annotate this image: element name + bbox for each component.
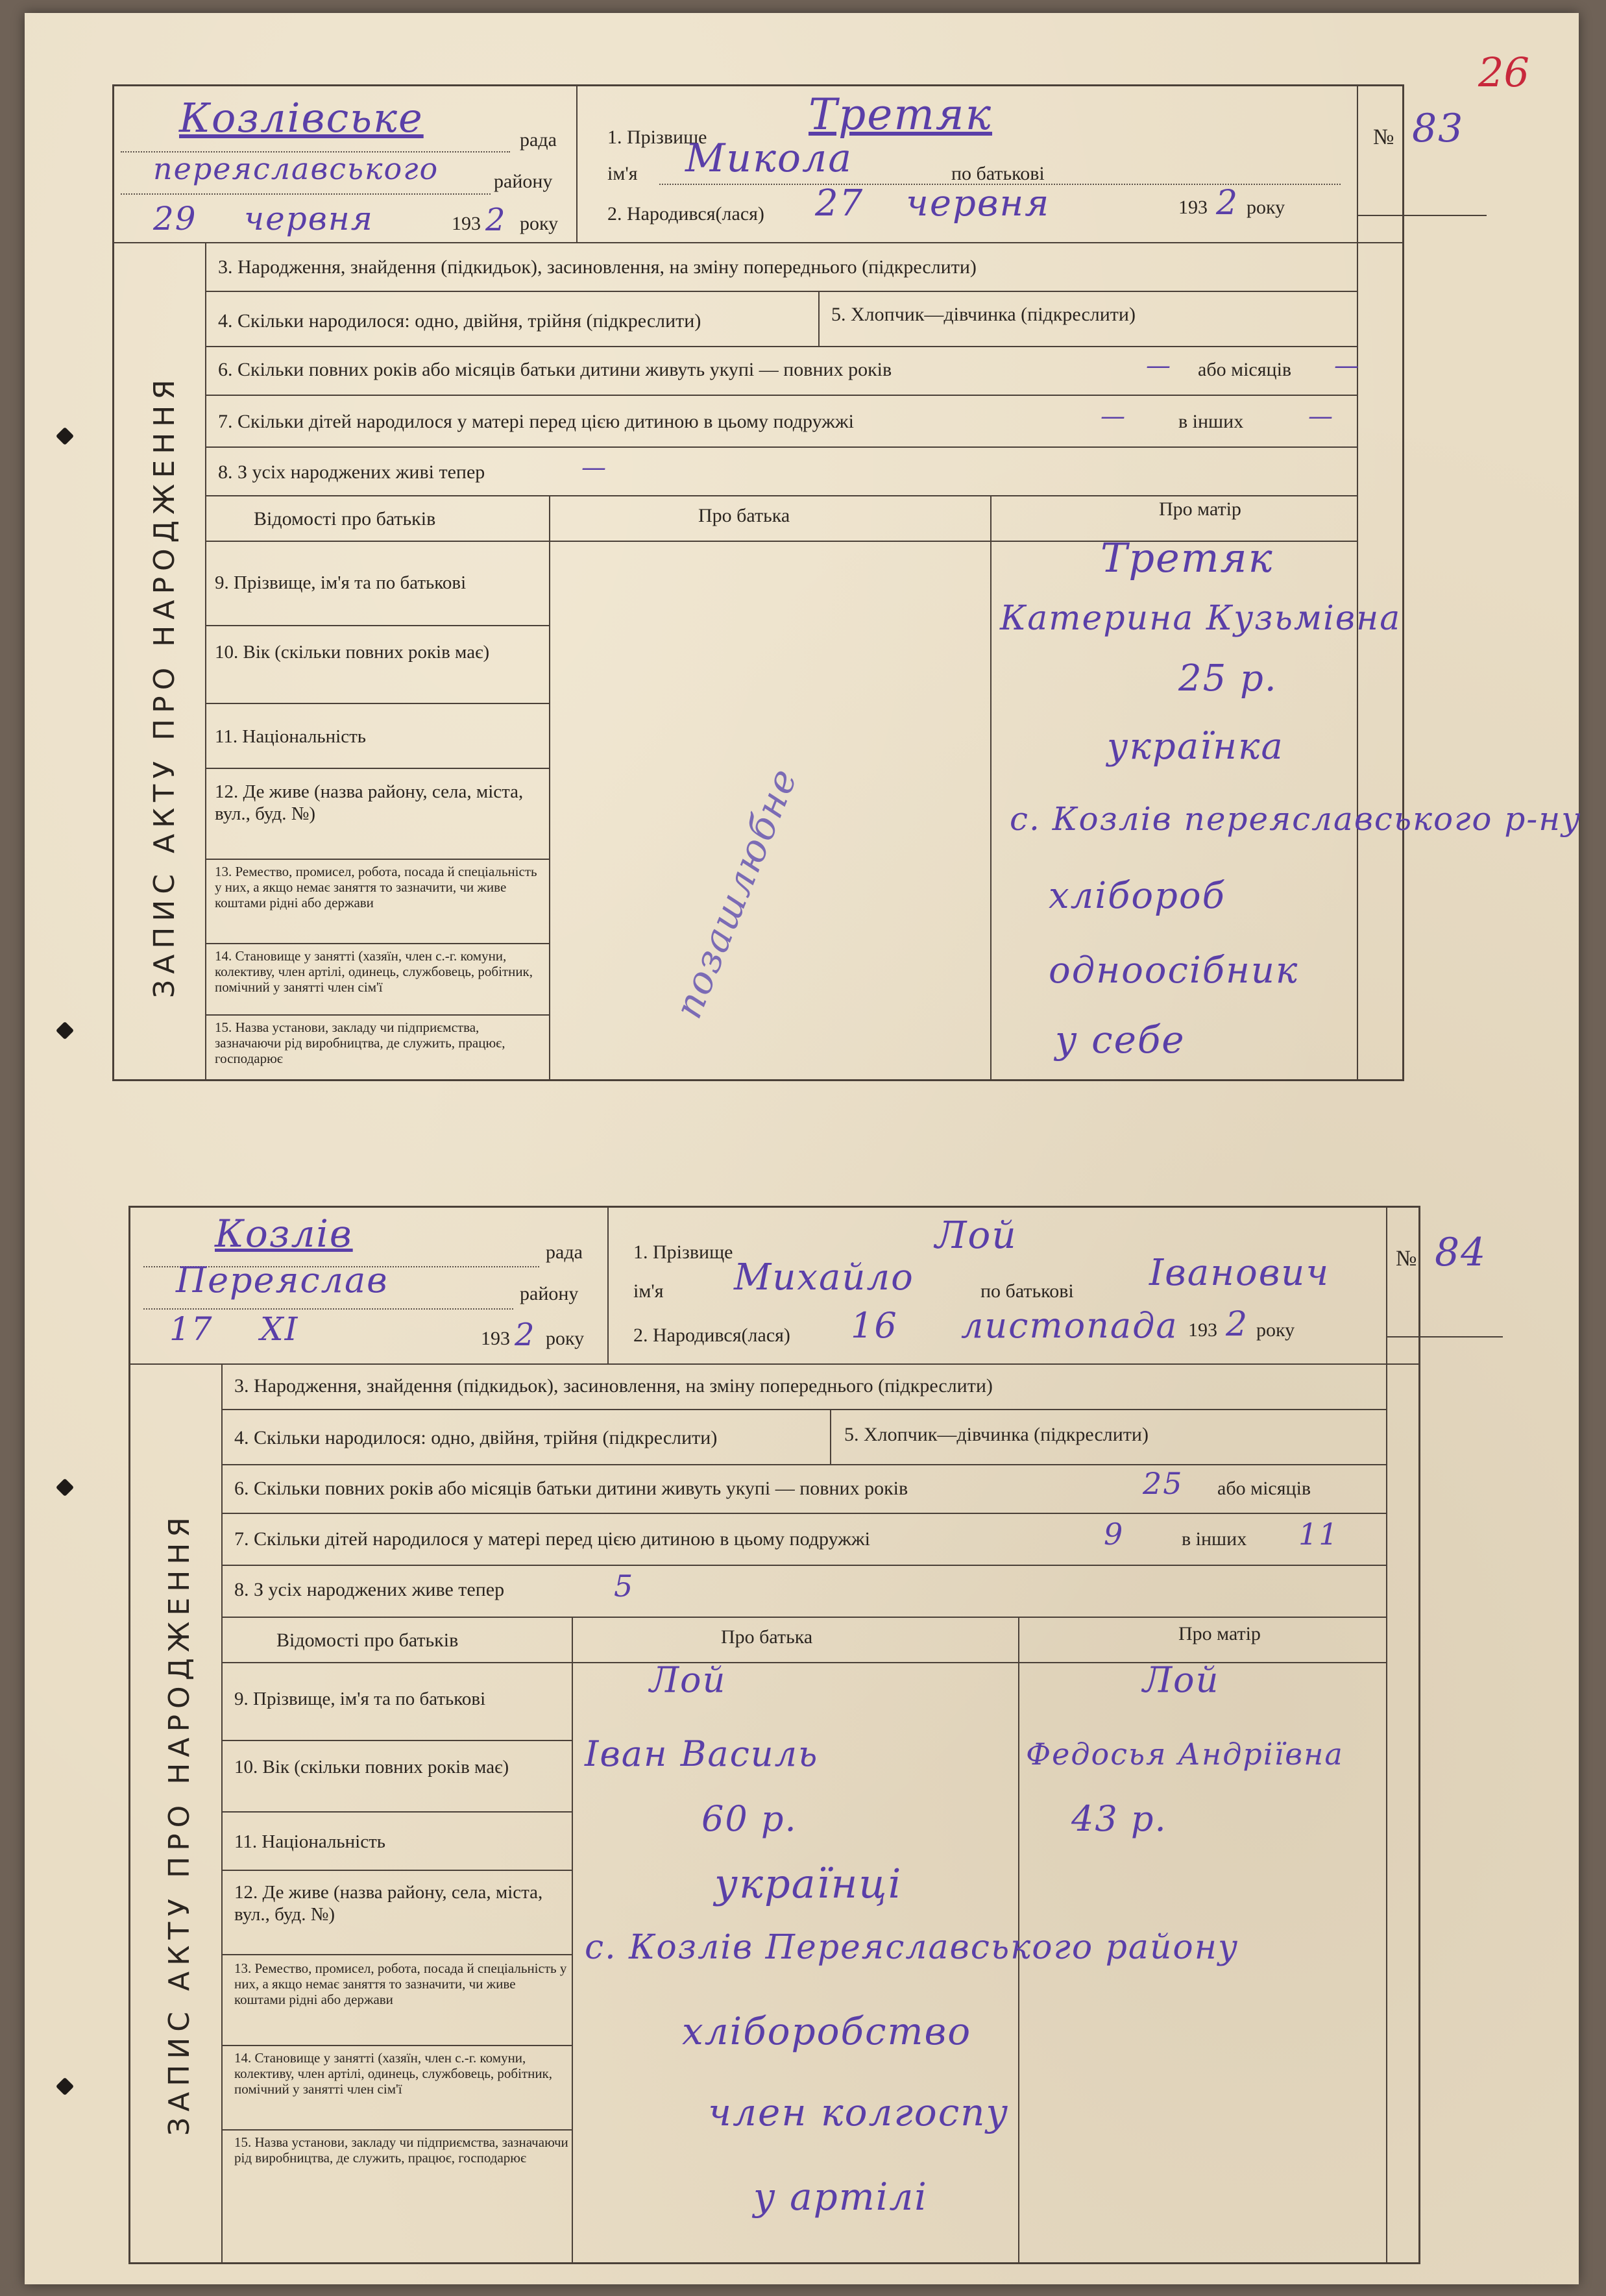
year-prefix: 193 xyxy=(481,1328,510,1349)
record-number: 84 xyxy=(1435,1230,1487,1275)
birth-record-form-1 xyxy=(112,84,1582,1081)
q4-multiplicity: 4. Скільки народилося: одно, двійня, трійня (підкреслити) xyxy=(218,310,701,332)
q7-value: — xyxy=(1101,402,1126,430)
q8-value: 5 xyxy=(614,1569,635,1604)
patronymic-label: по батькові xyxy=(980,1280,1074,1302)
name-value: Микола xyxy=(685,136,853,181)
name-label: ім'я xyxy=(607,163,638,184)
mother-surname: Лой xyxy=(1143,1659,1220,1700)
mother-surname: Третяк xyxy=(1101,534,1274,581)
born-year-label: року xyxy=(1247,197,1285,218)
q6-cohabitation: 6. Скільки повних років або місяців батьки дитини живуть укупі — повних років xyxy=(218,359,892,380)
q3-birth-type: 3. Народження, знайдення (підкидьок), засиновлення, на зміну попереднього (підкреслити) xyxy=(218,256,977,278)
surname-label: 1. Прізвище xyxy=(633,1241,733,1263)
row14-label: 14. Становище у занятті (хазяїн, член с.-г. комуни, колективу, член артілі, одинець, службовець, робітник, помічний у занятті член сім'ї xyxy=(215,948,533,995)
registration-month: XI xyxy=(260,1310,299,1348)
year-digit: 2 xyxy=(485,202,507,238)
father-name: Іван Василь xyxy=(585,1733,819,1774)
patronymic-value: Іванович xyxy=(1149,1252,1330,1294)
punch-hole xyxy=(56,2077,74,2095)
row12-label: 12. Де живе (назва району, села, міста, вул., буд. №) xyxy=(215,781,524,824)
row9-label: 9. Прізвище, ім'я та по батькові xyxy=(234,1689,486,1709)
row13-label: 13. Ремество, промисел, робота, посада й спеціальність у них, а якщо немає заняття то зазначити, чи живе коштами рідні або держави xyxy=(234,1960,567,2007)
residence: с. Козлів Переяславського району xyxy=(585,1928,1239,1967)
q6-years-value: 25 xyxy=(1143,1466,1184,1501)
year-label: року xyxy=(546,1328,585,1349)
q7-other-value: 11 xyxy=(1298,1517,1339,1552)
rayon-value: Переяслав xyxy=(176,1260,389,1301)
q8-living: 8. З усіх народжених живі тепер xyxy=(218,461,485,483)
q7-other-value: — xyxy=(1308,402,1334,430)
col-mother-header: Про матір xyxy=(1178,1623,1261,1644)
name-value: Михайло xyxy=(734,1256,914,1299)
mother-status: одноосібник xyxy=(1049,949,1299,992)
row15-label: 15. Назва установи, закладу чи підприємства, зазначаючи рід виробництва, де служить, працює, господарює xyxy=(215,1020,505,1066)
born-year-digit: 2 xyxy=(1226,1305,1249,1344)
q7-prior-children: 7. Скільки дітей народилося у матері перед цією дитиною в цьому подружжі xyxy=(218,411,854,432)
q6-years-value: — xyxy=(1146,351,1172,380)
row12-label: 12. Де живе (назва району, села, міста, вул., буд. №) xyxy=(234,1882,543,1925)
mother-work: у себе xyxy=(1055,1018,1186,1062)
col-info-header: Відомості про батьків xyxy=(276,1630,459,1651)
sheet-number: 26 xyxy=(1478,49,1529,96)
surname-value: Третяк xyxy=(809,90,993,140)
row14-label: 14. Становище у занятті (хазяїн, член с.-г. комуни, колективу, член артілі, одинець, службовець, робітник, помічний у занятті член сім'ї xyxy=(234,2050,553,2097)
rada-value: Козлів xyxy=(215,1212,353,1256)
born-year-prefix: 193 xyxy=(1188,1319,1217,1341)
row11-label: 11. Національність xyxy=(234,1831,386,1852)
rayon-label: району xyxy=(494,171,553,192)
occupation: хліборобство xyxy=(682,2009,972,2053)
father-surname: Лой xyxy=(650,1659,727,1700)
birth-record-form-2 xyxy=(128,1206,1487,2264)
q6-months-label: або місяців xyxy=(1217,1478,1311,1499)
rada-label: рада xyxy=(546,1241,583,1263)
rayon-value: переяславського xyxy=(153,151,439,186)
registration-day: 29 xyxy=(153,200,197,238)
born-label: 2. Народився(лася) xyxy=(633,1325,790,1346)
side-title: ЗАПИС АКТУ ПРО НАРОДЖЕННЯ xyxy=(163,1511,196,2136)
born-day: 16 xyxy=(851,1305,898,1346)
mother-name: Федосья Андріївна xyxy=(1026,1737,1344,1772)
surname-value: Лой xyxy=(935,1213,1017,1257)
name-label: ім'я xyxy=(633,1280,664,1302)
born-month: листопада xyxy=(961,1305,1178,1346)
row15-label: 15. Назва установи, закладу чи підприємства, зазначаючи рід виробництва, де служить, працює, господарює xyxy=(234,2134,568,2166)
mother-age: 43 р. xyxy=(1071,1798,1167,1839)
number-sign: № xyxy=(1396,1247,1417,1271)
q4-multiplicity: 4. Скільки народилося: одно, двійня, трійня (підкреслити) xyxy=(234,1427,718,1448)
q3-birth-type: 3. Народження, знайдення (підкидьок), засиновлення, на зміну попереднього (підкреслити) xyxy=(234,1375,993,1397)
q6-months-value: — xyxy=(1334,351,1360,380)
row9-label: 9. Прізвище, ім'я та по батькові xyxy=(215,572,467,593)
mother-nationality: українка xyxy=(1107,726,1284,768)
document-sheet xyxy=(25,13,1582,2284)
rayon-label: району xyxy=(520,1283,579,1304)
mother-residence: с. Козлів переяславського р-ну xyxy=(1010,800,1582,838)
mother-age: 25 р. xyxy=(1178,657,1278,700)
born-year-prefix: 193 xyxy=(1178,197,1208,218)
year-prefix: 193 xyxy=(452,213,481,234)
surname-label: 1. Прізвище xyxy=(607,127,707,148)
q6-cohabitation: 6. Скільки повних років або місяців батьки дитини живуть укупі — повних років xyxy=(234,1478,908,1499)
rada-label: рада xyxy=(520,129,557,151)
q7-other-label: в інших xyxy=(1178,411,1244,432)
registration-day: 17 xyxy=(169,1310,213,1348)
born-year-digit: 2 xyxy=(1216,184,1239,223)
q7-value: 9 xyxy=(1104,1517,1125,1552)
year-label: року xyxy=(520,213,559,234)
row13-label: 13. Ремество, промисел, робота, посада й спеціальність у них, а якщо немає заняття то зазначити, чи живе коштами рідні або держави xyxy=(215,864,537,910)
nationality: українці xyxy=(714,1860,903,1907)
side-title: ЗАПИС АКТУ ПРО НАРОДЖЕННЯ xyxy=(148,374,181,998)
father-note-illegitimate: позашлюбне xyxy=(666,761,807,1025)
col-info-header: Відомості про батьків xyxy=(254,508,436,530)
row10-label: 10. Вік (скільки повних років має) xyxy=(234,1757,509,1777)
q7-prior-children: 7. Скільки дітей народилося у матері перед цією дитиною в цьому подружжі xyxy=(234,1528,870,1550)
row11-label: 11. Національність xyxy=(215,726,367,747)
patronymic-label: по батькові xyxy=(951,163,1045,184)
q5-sex: 5. Хлопчик—дівчинка (підкреслити) xyxy=(831,304,1136,325)
number-sign: № xyxy=(1373,125,1394,149)
q7-other-label: в інших xyxy=(1182,1528,1247,1550)
punch-hole xyxy=(56,427,74,445)
born-day: 27 xyxy=(815,182,864,225)
q8-value: — xyxy=(581,453,607,482)
status: член колгоспу xyxy=(708,2090,1010,2134)
born-label: 2. Народився(лася) xyxy=(607,203,764,225)
year-digit: 2 xyxy=(515,1317,536,1353)
col-father-header: Про батька xyxy=(721,1626,813,1648)
record-number: 83 xyxy=(1412,106,1465,151)
mother-occupation: хлібороб xyxy=(1049,875,1226,917)
punch-hole xyxy=(56,1021,74,1040)
born-year-label: року xyxy=(1256,1319,1295,1341)
rada-value: Козлівське xyxy=(179,94,424,141)
born-month: червня xyxy=(906,182,1051,225)
q6-months-label: або місяців xyxy=(1198,359,1292,380)
work: у артілі xyxy=(753,2175,928,2219)
q5-sex: 5. Хлопчик—дівчинка (підкреслити) xyxy=(844,1424,1149,1445)
row10-label: 10. Вік (скільки повних років має) xyxy=(215,642,490,663)
father-age: 60 р. xyxy=(701,1798,797,1839)
registration-month: червня xyxy=(244,200,374,238)
col-father-header: Про батька xyxy=(698,505,790,526)
col-mother-header: Про матір xyxy=(1159,498,1241,520)
mother-name: Катерина Кузьмівна xyxy=(1000,599,1402,638)
q8-living: 8. З усіх народжених живе тепер xyxy=(234,1579,505,1600)
punch-hole xyxy=(56,1478,74,1496)
